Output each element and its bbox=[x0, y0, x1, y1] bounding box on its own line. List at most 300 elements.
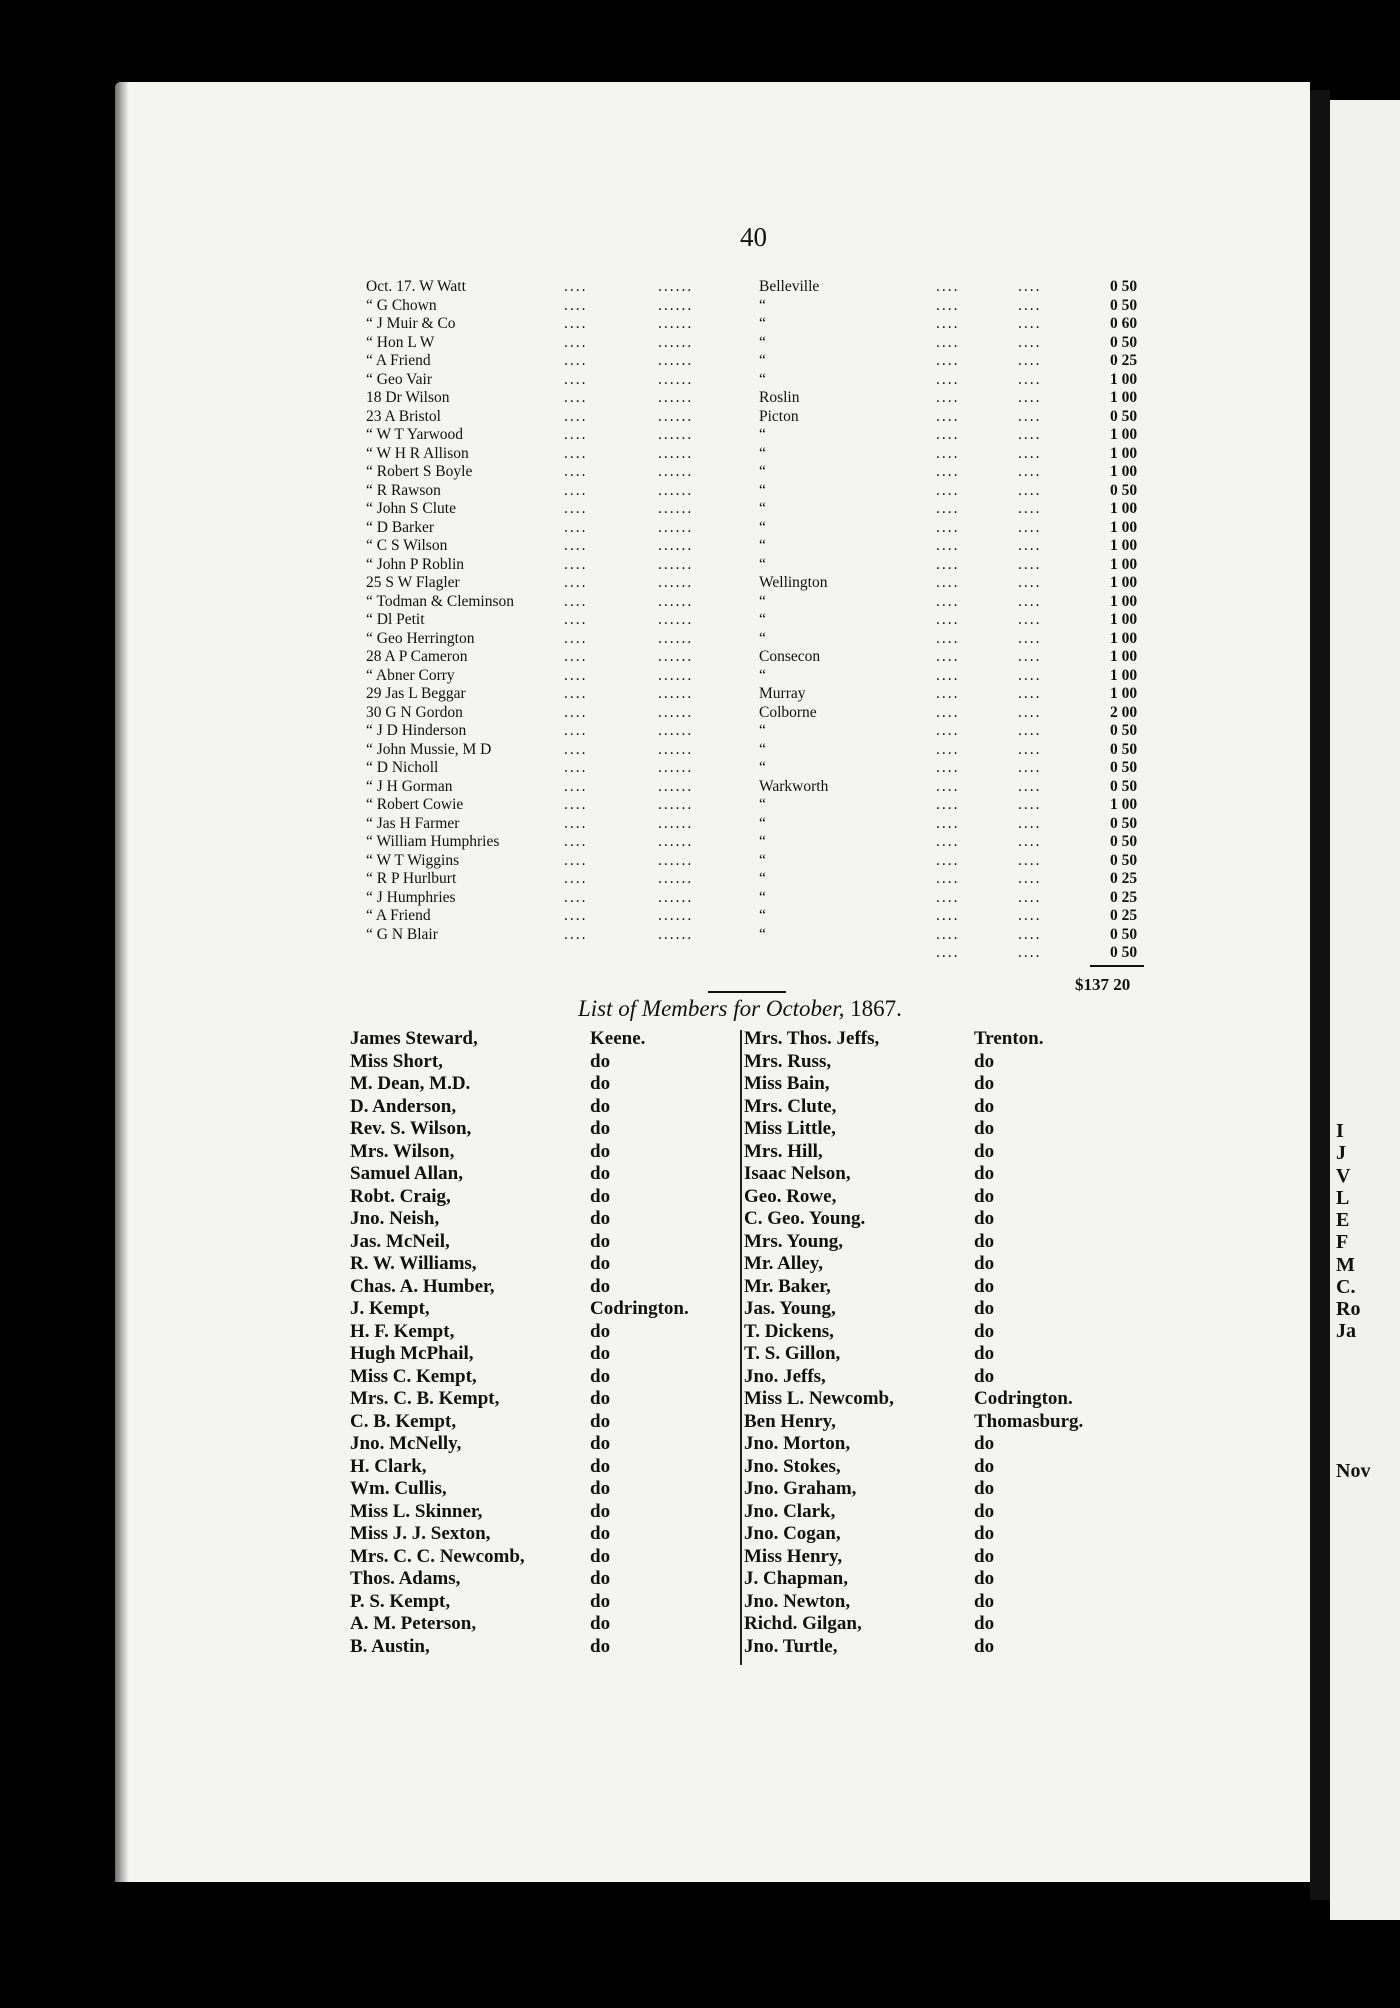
leader-dots: .... bbox=[936, 703, 960, 721]
leader-dots: .... bbox=[1018, 315, 1042, 332]
leader-dots: .... bbox=[564, 518, 588, 536]
leader-dots: .... bbox=[564, 648, 588, 665]
subscription-amount: 1 00 bbox=[1110, 426, 1138, 443]
member-name: Miss L. Newcomb, bbox=[744, 1388, 894, 1409]
leader-dots: .... bbox=[936, 740, 960, 758]
leader-dots: .... bbox=[936, 592, 960, 610]
subscriber-place: Murray bbox=[759, 685, 806, 702]
member-name: Miss Bain, bbox=[744, 1073, 830, 1094]
member-name: Robt. Craig, bbox=[350, 1185, 451, 1207]
member-name: Jas. McNeil, bbox=[350, 1230, 450, 1252]
subscription-row bbox=[366, 537, 1146, 556]
member-name: Chas. A. Humber, bbox=[350, 1275, 495, 1297]
book-spine bbox=[1310, 90, 1330, 1900]
member-place: do bbox=[590, 1455, 611, 1477]
facing-page-fragment: C. bbox=[1336, 1276, 1356, 1298]
leader-dots: ...... bbox=[658, 629, 694, 647]
leader-dots: ...... bbox=[658, 463, 694, 480]
facing-page-fragment: V bbox=[1336, 1165, 1351, 1187]
subscriber-name: “ John P Roblin bbox=[366, 555, 465, 573]
subscriber-name: “ Jas H Farmer bbox=[366, 814, 460, 832]
member-name: Samuel Allan, bbox=[350, 1163, 463, 1184]
subscriber-name: “ W H R Allison bbox=[366, 444, 469, 462]
leader-dots: .... bbox=[936, 722, 960, 739]
subscriber-name: “ John Mussie, M D bbox=[366, 740, 492, 758]
subscription-row bbox=[366, 815, 1146, 834]
leader-dots: .... bbox=[564, 629, 588, 647]
subscription-amount: 0 50 bbox=[1110, 333, 1138, 351]
leader-dots: ...... bbox=[658, 759, 694, 776]
subscriber-place: “ bbox=[759, 537, 766, 554]
subscriber-name: “ J D Hinderson bbox=[366, 722, 467, 739]
member-place: do bbox=[590, 1050, 611, 1072]
leader-dots: .... bbox=[936, 407, 960, 425]
member-place: do bbox=[590, 1500, 611, 1522]
leader-dots: ...... bbox=[658, 722, 694, 739]
member-name: Jno. Newton, bbox=[744, 1590, 851, 1612]
member-place: Keene. bbox=[590, 1028, 646, 1049]
leader-dots: .... bbox=[564, 759, 588, 776]
leader-dots: .... bbox=[1018, 629, 1042, 647]
leader-dots: .... bbox=[1018, 500, 1042, 517]
member-name: Jno. Clark, bbox=[744, 1500, 836, 1522]
subscriber-place: “ bbox=[759, 296, 766, 314]
member-place: do bbox=[974, 1118, 995, 1139]
leader-dots: .... bbox=[1018, 703, 1042, 721]
member-place: do bbox=[974, 1253, 995, 1274]
leader-dots: .... bbox=[1018, 666, 1042, 684]
member-name: Mrs. Hill, bbox=[744, 1140, 823, 1162]
leader-dots: .... bbox=[936, 611, 960, 628]
member-place: do bbox=[590, 1253, 611, 1274]
member-name: Miss J. J. Sexton, bbox=[350, 1523, 491, 1544]
subscriber-name: 30 G N Gordon bbox=[366, 703, 463, 721]
leader-dots: ...... bbox=[658, 574, 694, 591]
member-place: do bbox=[590, 1388, 611, 1409]
member-place: do bbox=[590, 1095, 611, 1117]
subscription-row bbox=[366, 278, 1146, 297]
leader-dots: .... bbox=[936, 370, 960, 388]
member-name: Rev. S. Wilson, bbox=[350, 1118, 472, 1139]
subscription-row bbox=[366, 889, 1146, 908]
leader-dots: .... bbox=[936, 500, 960, 517]
leader-dots: ...... bbox=[658, 851, 694, 869]
leader-dots: .... bbox=[1018, 352, 1042, 369]
member-name: Mrs. Wilson, bbox=[350, 1140, 455, 1162]
subscriber-place: “ bbox=[759, 666, 766, 684]
subscriber-name: “ Geo Vair bbox=[366, 370, 432, 388]
member-place: do bbox=[974, 1230, 995, 1252]
subscription-list bbox=[366, 278, 1146, 963]
member-place: do bbox=[974, 1523, 995, 1544]
member-name: Mrs. Russ, bbox=[744, 1050, 832, 1072]
member-place: do bbox=[590, 1568, 611, 1589]
leader-dots: ...... bbox=[658, 925, 694, 943]
member-name: C. B. Kempt, bbox=[350, 1410, 457, 1432]
leader-dots: .... bbox=[936, 907, 960, 924]
leader-dots: ...... bbox=[658, 907, 694, 924]
leader-dots: .... bbox=[564, 722, 588, 739]
member-name: Mrs. Young, bbox=[744, 1230, 844, 1252]
leader-dots: .... bbox=[1018, 611, 1042, 628]
member-name: C. Geo. Young. bbox=[744, 1208, 866, 1229]
member-name: Mrs. C. C. Newcomb, bbox=[350, 1545, 525, 1567]
leader-dots: .... bbox=[1018, 426, 1042, 443]
subscriber-name: “ John S Clute bbox=[366, 500, 456, 517]
leader-dots: .... bbox=[1018, 759, 1042, 776]
member-place: do bbox=[974, 1478, 995, 1499]
leader-dots: .... bbox=[564, 352, 588, 369]
facing-page-fragment: E bbox=[1336, 1209, 1350, 1231]
leader-dots: ...... bbox=[658, 481, 694, 499]
subscription-amount: 0 25 bbox=[1110, 888, 1138, 906]
subscriber-name: “ William Humphries bbox=[366, 833, 500, 850]
member-name: H. Clark, bbox=[350, 1455, 427, 1477]
leader-dots: ...... bbox=[658, 333, 694, 351]
leader-dots: .... bbox=[564, 870, 588, 887]
leader-dots: .... bbox=[1018, 870, 1042, 887]
subscriber-place: “ bbox=[759, 555, 766, 573]
subscriber-place: “ bbox=[759, 463, 766, 480]
subscription-row bbox=[366, 852, 1146, 871]
subscriber-name: “ J Muir & Co bbox=[366, 315, 456, 332]
member-place: Trenton. bbox=[974, 1028, 1044, 1049]
leader-dots: .... bbox=[936, 537, 960, 554]
member-name: T. Dickens, bbox=[744, 1320, 834, 1342]
leader-dots: .... bbox=[936, 777, 960, 795]
facing-page-fragment: L bbox=[1336, 1187, 1350, 1209]
member-name: Jno. Jeffs, bbox=[744, 1365, 826, 1387]
member-place: Thomasburg. bbox=[974, 1410, 1084, 1432]
subscription-amount: 0 50 bbox=[1110, 278, 1138, 295]
subscriber-name: “ A Friend bbox=[366, 352, 431, 369]
leader-dots: .... bbox=[564, 814, 588, 832]
subscription-amount: 1 00 bbox=[1110, 555, 1138, 573]
subscription-amount: 1 00 bbox=[1110, 500, 1138, 517]
member-name: Hugh McPhail, bbox=[350, 1343, 474, 1364]
subscriber-place: “ bbox=[759, 611, 766, 628]
leader-dots: .... bbox=[564, 407, 588, 425]
leader-dots: .... bbox=[564, 278, 588, 295]
total-rule bbox=[1090, 965, 1144, 967]
member-place: do bbox=[974, 1545, 995, 1567]
member-place: do bbox=[590, 1523, 611, 1544]
member-name: Jno. Cogan, bbox=[744, 1523, 841, 1544]
subscriber-place: “ bbox=[759, 370, 766, 388]
leader-dots: .... bbox=[936, 296, 960, 314]
subscription-row bbox=[366, 574, 1146, 593]
member-name: J. Kempt, bbox=[350, 1298, 430, 1319]
member-place: do bbox=[590, 1590, 611, 1612]
subscriber-place: “ bbox=[759, 444, 766, 462]
leader-dots: .... bbox=[1018, 888, 1042, 906]
members-heading-text: List of Members for October, bbox=[578, 996, 845, 1021]
member-place: do bbox=[974, 1163, 995, 1184]
member-place: do bbox=[590, 1185, 611, 1207]
leader-dots: .... bbox=[936, 315, 960, 332]
subscription-row bbox=[366, 704, 1146, 723]
member-place: do bbox=[590, 1073, 611, 1094]
subscription-amount: 0 50 bbox=[1110, 759, 1138, 776]
member-name: Jno. Morton, bbox=[744, 1433, 851, 1454]
member-name: James Steward, bbox=[350, 1028, 478, 1049]
member-name: A. M. Peterson, bbox=[350, 1613, 477, 1634]
leader-dots: .... bbox=[564, 740, 588, 758]
leader-dots: .... bbox=[564, 833, 588, 850]
subscriber-place: “ bbox=[759, 592, 766, 610]
subscription-row bbox=[366, 463, 1146, 482]
member-name: Jno. Turtle, bbox=[744, 1635, 838, 1657]
member-place: do bbox=[974, 1140, 995, 1162]
leader-dots: .... bbox=[564, 481, 588, 499]
subscription-amount: 1 00 bbox=[1110, 611, 1138, 628]
member-name: Isaac Nelson, bbox=[744, 1163, 851, 1184]
subscriber-place: “ bbox=[759, 888, 766, 906]
member-name: Mrs. Clute, bbox=[744, 1095, 837, 1117]
leader-dots: .... bbox=[1018, 592, 1042, 610]
subscription-amount: 0 50 bbox=[1110, 833, 1138, 850]
subscription-amount: 1 00 bbox=[1110, 629, 1138, 647]
leader-dots: .... bbox=[564, 296, 588, 314]
subscription-row bbox=[366, 334, 1146, 353]
member-place: Codrington. bbox=[974, 1388, 1073, 1409]
leader-dots: ...... bbox=[658, 796, 694, 813]
member-name: Miss C. Kempt, bbox=[350, 1365, 477, 1387]
member-place: do bbox=[974, 1365, 995, 1387]
leader-dots: ...... bbox=[658, 777, 694, 795]
leader-dots: .... bbox=[1018, 907, 1042, 924]
subscriber-place: “ bbox=[759, 518, 766, 536]
leader-dots: .... bbox=[936, 463, 960, 480]
subscription-amount: 1 00 bbox=[1110, 518, 1138, 536]
leader-dots: .... bbox=[564, 907, 588, 924]
subscription-row bbox=[366, 611, 1146, 630]
leader-dots: .... bbox=[1018, 407, 1042, 425]
member-name: Jas. Young, bbox=[744, 1298, 836, 1319]
member-place: do bbox=[974, 1500, 995, 1522]
facing-page-fragment: J bbox=[1336, 1142, 1346, 1164]
leader-dots: ...... bbox=[658, 703, 694, 721]
facing-page-fragment: Ro bbox=[1336, 1298, 1361, 1320]
subscriber-name: “ Abner Corry bbox=[366, 666, 455, 684]
leader-dots: .... bbox=[1018, 574, 1042, 591]
subscription-amount: 0 50 bbox=[1110, 925, 1138, 943]
facing-page-fragment: Ja bbox=[1336, 1320, 1356, 1342]
section-rule bbox=[708, 991, 786, 993]
subscription-row bbox=[366, 500, 1146, 519]
leader-dots: .... bbox=[1018, 370, 1042, 388]
member-place: do bbox=[974, 1455, 995, 1477]
leader-dots: ...... bbox=[658, 870, 694, 887]
subscription-row bbox=[366, 667, 1146, 686]
subscription-amount: 0 50 bbox=[1110, 740, 1138, 758]
leader-dots: .... bbox=[564, 703, 588, 721]
subscription-row bbox=[366, 352, 1146, 371]
subscriber-name: “ Robert Cowie bbox=[366, 796, 464, 813]
page-number: 40 bbox=[740, 222, 767, 252]
subscriber-name: “ R Rawson bbox=[366, 481, 441, 499]
leader-dots: .... bbox=[564, 592, 588, 610]
member-place: do bbox=[974, 1073, 995, 1094]
leader-dots: .... bbox=[564, 851, 588, 869]
subscriber-name: “ J Humphries bbox=[366, 888, 456, 906]
member-place: do bbox=[974, 1208, 995, 1229]
leader-dots: .... bbox=[936, 759, 960, 776]
subscriber-name: “ Geo Herrington bbox=[366, 629, 475, 647]
subscriber-place: “ bbox=[759, 833, 766, 850]
subscription-row bbox=[366, 389, 1146, 408]
leader-dots: ...... bbox=[658, 740, 694, 758]
subscriber-name: “ G N Blair bbox=[366, 925, 438, 943]
leader-dots: ...... bbox=[658, 666, 694, 684]
subscription-amount: 2 00 bbox=[1110, 703, 1138, 721]
subscriber-name: 23 A Bristol bbox=[366, 407, 441, 425]
subscriber-name: “ G Chown bbox=[366, 296, 437, 314]
member-name: Miss L. Skinner, bbox=[350, 1500, 483, 1522]
leader-dots: ...... bbox=[658, 888, 694, 906]
subscription-amount: 1 00 bbox=[1110, 592, 1138, 610]
leader-dots: .... bbox=[564, 666, 588, 684]
subscription-amount: 1 00 bbox=[1110, 574, 1138, 591]
member-place: do bbox=[590, 1343, 611, 1364]
member-name: Mr. Alley, bbox=[744, 1253, 823, 1274]
leader-dots: .... bbox=[564, 777, 588, 795]
subscriber-place: “ bbox=[759, 814, 766, 832]
member-name: H. F. Kempt, bbox=[350, 1320, 455, 1342]
member-name: Jno. Graham, bbox=[744, 1478, 857, 1499]
leader-dots: ...... bbox=[658, 611, 694, 628]
leader-dots: .... bbox=[936, 352, 960, 369]
subscription-amount: 0 50 bbox=[1110, 777, 1138, 795]
subscriber-name: “ D Barker bbox=[366, 518, 434, 536]
member-name: B. Austin, bbox=[350, 1635, 430, 1657]
subscription-amount: 0 50 bbox=[1110, 944, 1138, 961]
leader-dots: ...... bbox=[658, 278, 694, 295]
subscriber-place: Colborne bbox=[759, 703, 817, 721]
subscriber-name: 29 Jas L Beggar bbox=[366, 685, 466, 702]
leader-dots: ...... bbox=[658, 296, 694, 314]
subscriber-place: “ bbox=[759, 796, 766, 813]
subscriber-name: “ Robert S Boyle bbox=[366, 463, 473, 480]
leader-dots: .... bbox=[936, 278, 960, 295]
leader-dots: .... bbox=[564, 500, 588, 517]
leader-dots: .... bbox=[1018, 296, 1042, 314]
subscription-amount: 0 60 bbox=[1110, 315, 1138, 332]
member-place: do bbox=[974, 1095, 995, 1117]
subscription-amount: 0 50 bbox=[1110, 407, 1138, 425]
member-name: Jno. Neish, bbox=[350, 1208, 440, 1229]
subscriber-place: Roslin bbox=[759, 389, 800, 406]
leader-dots: .... bbox=[1018, 722, 1042, 739]
subscription-row bbox=[366, 759, 1146, 778]
leader-dots: ...... bbox=[658, 352, 694, 369]
leader-dots: .... bbox=[564, 426, 588, 443]
member-name: Mrs. Thos. Jeffs, bbox=[744, 1028, 880, 1049]
leader-dots: ...... bbox=[658, 518, 694, 536]
leader-dots: .... bbox=[936, 796, 960, 813]
subscriber-name: “ A Friend bbox=[366, 907, 431, 924]
leader-dots: .... bbox=[1018, 814, 1042, 832]
subscription-row bbox=[366, 556, 1146, 575]
leader-dots: .... bbox=[936, 444, 960, 462]
leader-dots: ...... bbox=[658, 592, 694, 610]
member-name: Mrs. C. B. Kempt, bbox=[350, 1388, 500, 1409]
leader-dots: .... bbox=[564, 925, 588, 943]
subscriber-name: “ Dl Petit bbox=[366, 611, 425, 628]
member-place: do bbox=[590, 1365, 611, 1387]
leader-dots: ...... bbox=[658, 444, 694, 462]
member-name: T. S. Gillon, bbox=[744, 1343, 841, 1364]
leader-dots: .... bbox=[1018, 648, 1042, 665]
members-heading-year: 1867. bbox=[850, 996, 902, 1021]
subscriber-name: “ Todman & Cleminson bbox=[366, 592, 515, 610]
leader-dots: .... bbox=[1018, 796, 1042, 813]
subscription-total: $137 20 bbox=[1075, 975, 1131, 994]
member-name: R. W. Williams, bbox=[350, 1253, 477, 1274]
subscription-row bbox=[366, 408, 1146, 427]
leader-dots: .... bbox=[564, 315, 588, 332]
subscriber-place: Warkworth bbox=[759, 777, 829, 795]
subscription-amount: 0 25 bbox=[1110, 907, 1138, 924]
subscriber-place: Belleville bbox=[759, 278, 820, 295]
member-place: do bbox=[974, 1590, 995, 1612]
leader-dots: .... bbox=[936, 518, 960, 536]
subscriber-place: “ bbox=[759, 907, 766, 924]
subscription-amount: 1 00 bbox=[1110, 685, 1138, 702]
leader-dots: .... bbox=[1018, 740, 1042, 758]
leader-dots: .... bbox=[936, 629, 960, 647]
leader-dots: .... bbox=[1018, 685, 1042, 702]
leader-dots: .... bbox=[1018, 944, 1042, 961]
subscription-row bbox=[366, 519, 1146, 538]
subscription-row bbox=[366, 833, 1146, 852]
subscription-row bbox=[366, 593, 1146, 612]
member-place: do bbox=[974, 1320, 995, 1342]
subscriber-name: “ W T Yarwood bbox=[366, 426, 464, 443]
leader-dots: .... bbox=[1018, 555, 1042, 573]
leader-dots: .... bbox=[936, 851, 960, 869]
subscription-amount: 1 00 bbox=[1110, 796, 1138, 813]
leader-dots: ...... bbox=[658, 537, 694, 554]
facing-page-fragment: I bbox=[1336, 1120, 1344, 1142]
leader-dots: .... bbox=[936, 648, 960, 665]
leader-dots: .... bbox=[564, 611, 588, 628]
leader-dots: .... bbox=[936, 574, 960, 591]
leader-dots: ...... bbox=[658, 500, 694, 517]
subscription-row bbox=[366, 482, 1146, 501]
member-name: Ben Henry, bbox=[744, 1410, 836, 1432]
subscriber-name: 18 Dr Wilson bbox=[366, 389, 450, 406]
subscription-row bbox=[366, 315, 1146, 334]
leader-dots: .... bbox=[564, 888, 588, 906]
subscriber-place: “ bbox=[759, 925, 766, 943]
member-place: do bbox=[974, 1298, 995, 1319]
subscriber-place: “ bbox=[759, 352, 766, 369]
member-name: Thos. Adams, bbox=[350, 1568, 461, 1589]
leader-dots: .... bbox=[564, 463, 588, 480]
leader-dots: .... bbox=[1018, 389, 1042, 406]
leader-dots: ...... bbox=[658, 426, 694, 443]
member-name: Jno. McNelly, bbox=[350, 1433, 462, 1454]
subscriber-place: Picton bbox=[759, 407, 799, 425]
leader-dots: ...... bbox=[658, 370, 694, 388]
member-name: Wm. Cullis, bbox=[350, 1478, 447, 1499]
subscriber-place: “ bbox=[759, 722, 766, 739]
subscriber-name: “ D Nicholl bbox=[366, 759, 439, 776]
subscriber-place: “ bbox=[759, 315, 766, 332]
member-name: Miss Short, bbox=[350, 1050, 443, 1072]
member-place: Codrington. bbox=[590, 1298, 689, 1319]
